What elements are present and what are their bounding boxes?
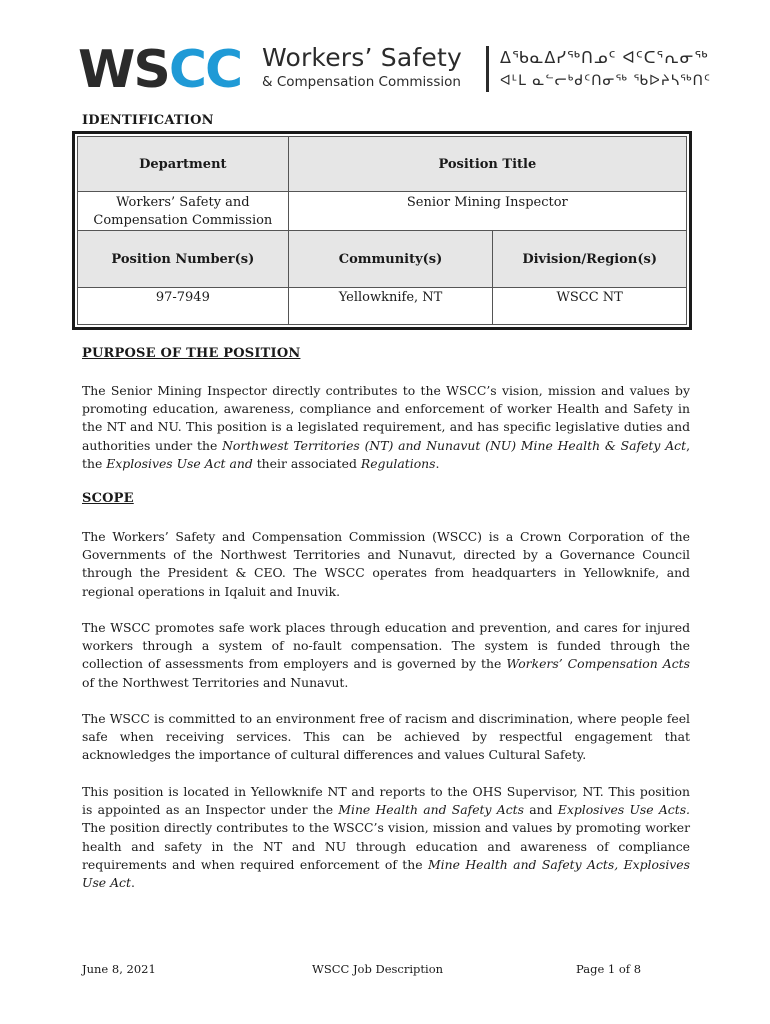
community-label: Community(s) [288, 231, 493, 288]
text-run: and [524, 802, 558, 818]
text-run: The position directly contributes to the WSCC’s vision, mission and values by promoting worker health and safety in the NT and NU through education and awareness of compliance requirements and when required enforcement of the [82, 820, 690, 872]
footer-date: June 8, 2021 [82, 962, 156, 976]
logo-syllabics-line1: ᐃᖃᓇᐃᓯᖅᑎᓄᑦ ᐊᑦᑕᕐᕆᓂᖅ [500, 48, 709, 67]
logo-name-line1: Workers’ Safety [262, 43, 462, 72]
scope-heading: SCOPE [82, 491, 134, 506]
footer-document-title: WSCC Job Description [312, 962, 444, 976]
division-value: WSCC NT [493, 288, 687, 325]
text-run-italic: Regulations [360, 455, 436, 471]
position-number-label: Position Number(s) [78, 231, 289, 288]
text-run: The WSCC promotes safe work places through education and prevention, and cares for injured workers through a system of no-fault compensation. The system is funded through the collection of assessments from employers and is governed by the [82, 620, 690, 672]
table-row [78, 288, 687, 325]
table-row [78, 231, 687, 288]
text-run: . [435, 455, 440, 471]
text-run-italic: Mine Health and Safety Acts [338, 802, 524, 818]
footer-page-number: Page 1 of 8 [576, 962, 642, 976]
logo-name-line2: & Compensation Commission [262, 74, 461, 90]
logo-abbr-dark: WS [78, 40, 169, 100]
scope-paragraph-3: The WSCC is committed to an environment free of racism and discrimination, where people feel safe when receiving services. This can be achieved by respectful engagement that acknowledges the importance of cultural differences and values Cultural Safety. [82, 711, 690, 763]
text-run: , the [82, 437, 691, 471]
table-row [78, 192, 687, 231]
logo-syllabics-line2: ᐊᒻᒪ ᓇᓪᓕᒃᑯᑦᑎᓂᖅ ᖃᐅᔨᓴᖅᑎᑦ [500, 73, 711, 89]
text-run-italic: Northwest Territories (NT) and Nunavut (NU) Mine Health & Safety Act [222, 437, 687, 453]
scope-paragraph-1: The Workers’ Safety and Compensation Commission (WSCC) is a Crown Corporation of the Governments of the Northwest Territories and Nunavut, directed by a Governance Council through the President & CEO. The WSCC operates from headquarters in Yellowknife, and regional operations in Iqaluit and Inuvik. [82, 529, 690, 599]
logo-mark [78, 42, 241, 98]
logo-divider [486, 46, 489, 92]
text-run-italic: Mine Health and Safety Acts, Explosives Use Act [82, 856, 690, 891]
logo-organization-name [262, 44, 462, 92]
text-run-italic: Workers’ Compensation Acts [506, 656, 690, 672]
community-value: Yellowknife, NT [288, 288, 493, 325]
text-run: . [130, 875, 135, 891]
text-run-italic: Explosives Use Acts. [557, 802, 690, 818]
division-label: Division/Region(s) [493, 231, 687, 288]
text-run: This position is located in Yellowknife NT and reports to the OHS Supervisor, NT. This position is appointed as an Inspector under the [82, 784, 690, 818]
position-title-label: Position Title [288, 137, 686, 192]
wscc-logo [78, 40, 718, 102]
position-title-value: Senior Mining Inspector [288, 192, 686, 231]
department-label: Department [78, 137, 289, 192]
scope-paragraph-4 [82, 783, 690, 892]
text-run: The Senior Mining Inspector directly contributes to the WSCC’s vision, mission and values by promoting education, awareness, compliance and enforcement of worker Health and Safety in the NT and NU. This position is a legislated requirement, and has specific legislative duties and authorities under the [82, 383, 690, 453]
text-run: their associated [252, 455, 361, 471]
department-value: Workers’ Safety and Compensation Commission [78, 192, 289, 231]
logo-abbr-blue: CC [168, 40, 242, 100]
identification-heading: IDENTIFICATION [82, 113, 214, 128]
scope-paragraph-2 [82, 619, 690, 692]
position-number-value: 97-7949 [78, 288, 289, 325]
logo-syllabics [500, 46, 711, 92]
table-row [78, 137, 687, 192]
text-run-italic: Explosives Use Act and [106, 455, 253, 471]
purpose-paragraph [82, 382, 690, 473]
text-run: of the Northwest Territories and Nunavut. [82, 674, 349, 690]
identification-table [72, 131, 692, 330]
purpose-heading: PURPOSE OF THE POSITION [82, 346, 301, 361]
